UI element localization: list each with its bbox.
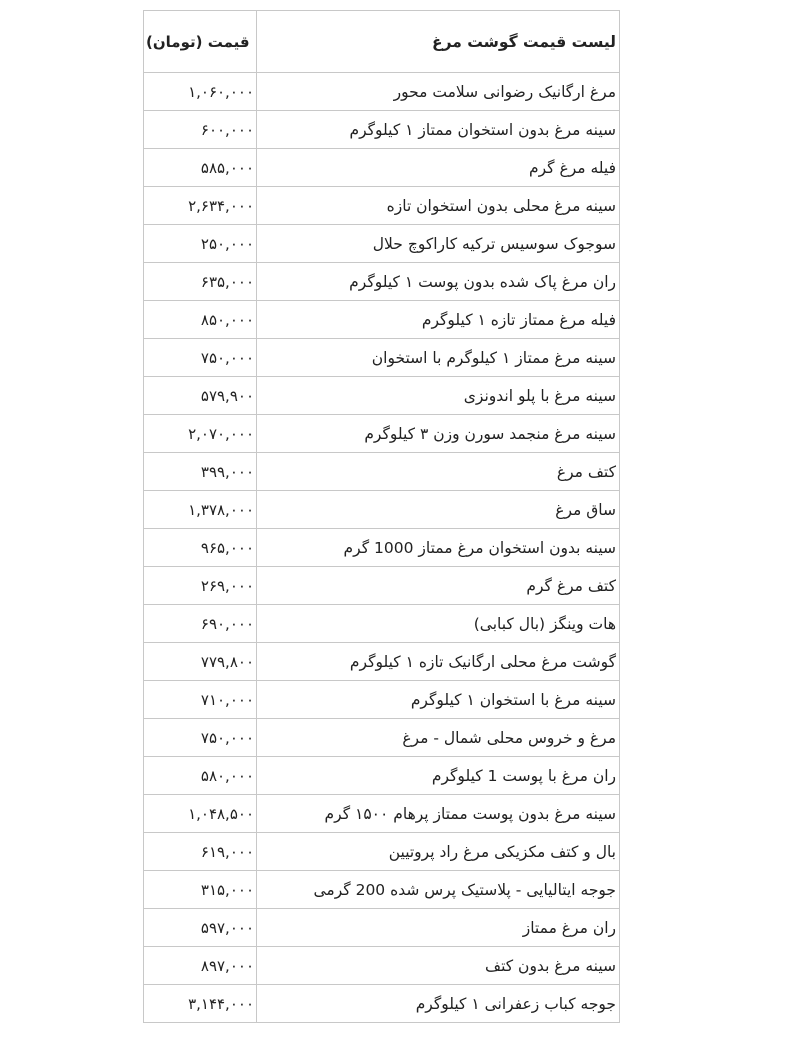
product-name-cell: سینه مرغ منجمد سورن وزن ۳ کیلوگرم — [257, 415, 620, 453]
price-cell: ۵۹۷,۰۰۰ — [144, 909, 257, 947]
table-row — [144, 643, 620, 681]
table-header-row — [144, 11, 620, 73]
product-name-cell: سینه مرغ بدون استخوان ممتاز ۱ کیلوگرم — [257, 111, 620, 149]
table-row — [144, 111, 620, 149]
product-name-cell: فیله مرغ گرم — [257, 149, 620, 187]
price-cell: ۷۷۹,۸۰۰ — [144, 643, 257, 681]
price-cell: ۳۹۹,۰۰۰ — [144, 453, 257, 491]
product-name-cell: ساق مرغ — [257, 491, 620, 529]
table-row — [144, 681, 620, 719]
price-cell: ۲۶۹,۰۰۰ — [144, 567, 257, 605]
table-row — [144, 795, 620, 833]
header-price: قیمت (تومان) — [144, 11, 257, 73]
product-name-cell: مرغ و خروس محلی شمال - مرغ — [257, 719, 620, 757]
product-name-cell: ران مرغ با پوست 1 کیلوگرم — [257, 757, 620, 795]
product-name-cell: سینه بدون استخوان مرغ ممتاز 1000 گرم — [257, 529, 620, 567]
price-cell: ۲۵۰,۰۰۰ — [144, 225, 257, 263]
product-name-cell: کتف مرغ گرم — [257, 567, 620, 605]
product-name-cell: ران مرغ پاک شده بدون پوست ۱ کیلوگرم — [257, 263, 620, 301]
price-cell: ۸۹۷,۰۰۰ — [144, 947, 257, 985]
product-name-cell: سینه مرغ با استخوان ۱ کیلوگرم — [257, 681, 620, 719]
product-name-cell: جوجه ایتالیایی - پلاستیک پرس شده 200 گرمی — [257, 871, 620, 909]
price-cell: ۶۱۹,۰۰۰ — [144, 833, 257, 871]
chicken-price-table — [143, 10, 620, 1023]
price-cell: ۵۷۹,۹۰۰ — [144, 377, 257, 415]
table-row — [144, 263, 620, 301]
table-row — [144, 719, 620, 757]
price-cell: ۵۸۵,۰۰۰ — [144, 149, 257, 187]
product-name-cell: کتف مرغ — [257, 453, 620, 491]
product-name-cell: سینه مرغ بدون پوست ممتاز پرهام ۱۵۰۰ گرم — [257, 795, 620, 833]
price-cell: ۶۳۵,۰۰۰ — [144, 263, 257, 301]
product-name-cell: سینه مرغ با پلو اندونزی — [257, 377, 620, 415]
price-cell: ۷۵۰,۰۰۰ — [144, 339, 257, 377]
table-row — [144, 871, 620, 909]
price-cell: ۱,۳۷۸,۰۰۰ — [144, 491, 257, 529]
price-cell: ۷۱۰,۰۰۰ — [144, 681, 257, 719]
table-row — [144, 567, 620, 605]
product-name-cell: فیله مرغ ممتاز تازه ۱ کیلوگرم — [257, 301, 620, 339]
table-row — [144, 73, 620, 111]
table-row — [144, 301, 620, 339]
price-cell: ۹۶۵,۰۰۰ — [144, 529, 257, 567]
header-product-name: لیست قیمت گوشت مرغ — [257, 11, 620, 73]
product-name-cell: سینه مرغ بدون کتف — [257, 947, 620, 985]
table-row — [144, 985, 620, 1023]
price-cell: ۵۸۰,۰۰۰ — [144, 757, 257, 795]
table-row — [144, 909, 620, 947]
product-name-cell: بال و کتف مکزیکی مرغ راد پروتیین — [257, 833, 620, 871]
product-name-cell: ران مرغ ممتاز — [257, 909, 620, 947]
price-cell: ۶۹۰,۰۰۰ — [144, 605, 257, 643]
table-row — [144, 415, 620, 453]
price-cell: ۷۵۰,۰۰۰ — [144, 719, 257, 757]
product-name-cell: هات وینگز (بال کبابی) — [257, 605, 620, 643]
price-cell: ۸۵۰,۰۰۰ — [144, 301, 257, 339]
table-row — [144, 149, 620, 187]
price-cell: ۳,۱۴۴,۰۰۰ — [144, 985, 257, 1023]
price-cell: ۲,۶۳۴,۰۰۰ — [144, 187, 257, 225]
product-name-cell: سینه مرغ ممتاز ۱ کیلوگرم با استخوان — [257, 339, 620, 377]
product-name-cell: گوشت مرغ محلی ارگانیک تازه ۱ کیلوگرم — [257, 643, 620, 681]
product-name-cell: جوجه کباب زعفرانی ۱ کیلوگرم — [257, 985, 620, 1023]
table-row — [144, 529, 620, 567]
product-name-cell: سینه مرغ محلی بدون استخوان تازه — [257, 187, 620, 225]
table-row — [144, 833, 620, 871]
price-cell: ۱,۰۶۰,۰۰۰ — [144, 73, 257, 111]
table-row — [144, 225, 620, 263]
table-body — [144, 73, 620, 1023]
price-cell: ۱,۰۴۸,۵۰۰ — [144, 795, 257, 833]
table-row — [144, 453, 620, 491]
price-cell: ۲,۰۷۰,۰۰۰ — [144, 415, 257, 453]
table-row — [144, 491, 620, 529]
product-name-cell: مرغ ارگانیک رضوانی سلامت محور — [257, 73, 620, 111]
price-cell: ۶۰۰,۰۰۰ — [144, 111, 257, 149]
product-name-cell: سوجوک سوسیس ترکیه کاراکوچ حلال — [257, 225, 620, 263]
table-row — [144, 757, 620, 795]
price-cell: ۳۱۵,۰۰۰ — [144, 871, 257, 909]
table-row — [144, 187, 620, 225]
table-row — [144, 377, 620, 415]
table-row — [144, 339, 620, 377]
table-row — [144, 605, 620, 643]
table-row — [144, 947, 620, 985]
